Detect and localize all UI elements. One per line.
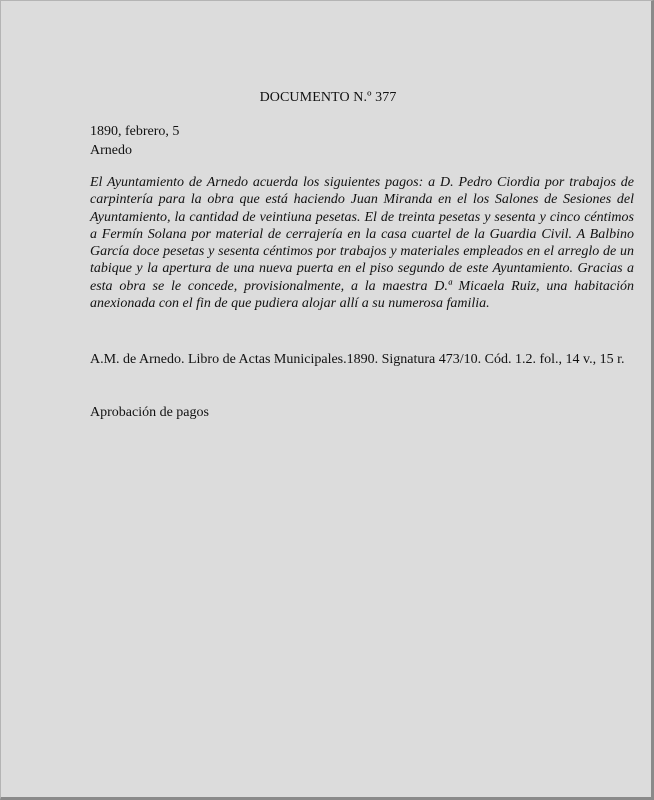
document-date: 1890, febrero, 5 <box>90 124 180 139</box>
document-title: DOCUMENTO N.º 377 <box>259 90 397 105</box>
document-subject: Aprobación de pagos <box>90 405 209 420</box>
document-place: Arnedo <box>90 143 132 158</box>
document-source: A.M. de Arnedo. Libro de Actas Municipales.1890. Signatura 473/10. Cód. 1.2. fol., 14 v., 15 r. <box>90 352 625 367</box>
document-meta <box>90 122 179 160</box>
document-summary: El Ayuntamiento de Arnedo acuerda los siguientes pagos: a D. Pedro Ciordia por trabajos de carpintería para la obra que está haciendo Juan Miranda en el los Salones de Sesiones del Ayuntamiento, la cantidad de veintiuna pesetas. El de treinta pesetas y sesenta y cinco céntimos a Fermín Solana por material de cerrajería en la casa cuartel de la Guardia Civil. A Balbino García doce pesetas y sesenta céntimos por trabajos y materiales empleados en el arreglo de un tabique y la apertura de una nueva puerta en el piso segundo de este Ayuntamiento. Gracias a esta obra se le concede, provisionalmente, a la maestra D.ª Micaela Ruiz, una habitación anexionada con el fin de que pudiera alojar allí a su numerosa familia. <box>90 175 634 311</box>
